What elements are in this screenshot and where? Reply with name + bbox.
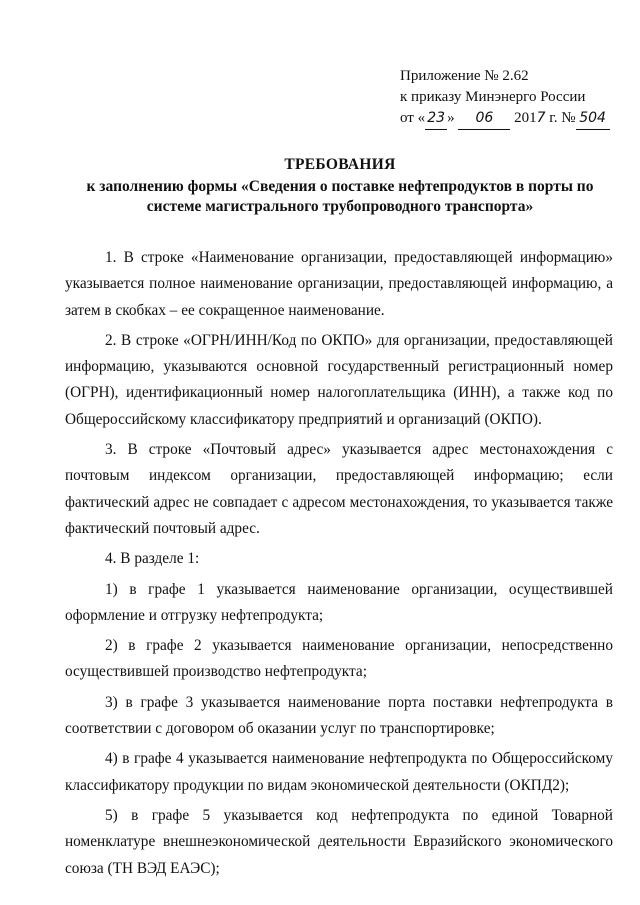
appendix-number: Приложение № 2.62 xyxy=(400,68,529,84)
paragraph-4: 4. В разделе 1: xyxy=(105,550,200,568)
list-item-1: 1) в графе 1 указывается наименование организации, осуществившей оформление и отгрузку нефтепродукта; xyxy=(65,580,613,624)
date-prefix: от « xyxy=(400,110,426,126)
paragraph-2: 2. В строке «ОГРН/ИНН/Код по ОКПО» для организации, предоставляющей информацию, указываются основной государственный регистрационный номер (ОГРН), идентификационный номер налогоплательщика (ИНН), а также код по Общероссийскому классификатору предприятий и организаций (ОКПО). xyxy=(65,331,613,428)
list-item-4: 4) в графе 4 указывается наименование нефтепродукта по Общероссийскому классификатору продукции по видам экономической деятельности (ОКПД2); xyxy=(65,750,613,794)
title-line-1: к заполнению формы «Сведения о поставке нефтепродуктов в порты по xyxy=(86,178,594,195)
paragraph-3: 3. В строке «Почтовый адрес» указывается адрес местонахождения с почтовым индексом организации, предоставляющей информацию; если фактический адрес не совпадает с адресом местонахождения, то указывается также фактический почтовый адрес. xyxy=(65,441,613,537)
order-day: 23 xyxy=(425,108,447,130)
document-body xyxy=(65,245,613,886)
date-mid: » xyxy=(447,110,455,126)
order-month: 06 xyxy=(458,108,510,130)
paragraph-1: 1. В строке «Наименование организации, предоставляющей информацию» указывается полное наименование организации, предоставляющей информацию, а затем в скобках – ее сокращенное наименование. xyxy=(65,249,613,319)
year-last-digit: 7 xyxy=(536,110,546,126)
title-line-2: системе магистрального трубопроводного транспорта» xyxy=(146,198,534,215)
title-heading: ТРЕБОВАНИЯ xyxy=(284,156,396,173)
year-suffix: г. № xyxy=(545,110,576,126)
document-title xyxy=(60,155,620,217)
order-date-line xyxy=(400,108,610,130)
list-item-5: 5) в графе 5 указывается код нефтепродукта по единой Товарной номенклатуре внешнеэкономической деятельности Евразийского экономического союза (ТН ВЭД ЕАЭС); xyxy=(65,806,613,877)
appendix-header xyxy=(400,66,610,130)
order-number: 504 xyxy=(576,108,610,130)
list-item-3: 3) в графе 3 указывается наименование порта поставки нефтепродукта в соответствии с договором об оказании услуг по транспортировке; xyxy=(65,693,613,738)
order-reference: к приказу Минэнерго России xyxy=(400,89,586,105)
year-prefix: 201 xyxy=(514,110,537,126)
list-item-2: 2) в графе 2 указывается наименование организации, непосредственно осуществившей производство нефтепродукта; xyxy=(65,637,613,681)
